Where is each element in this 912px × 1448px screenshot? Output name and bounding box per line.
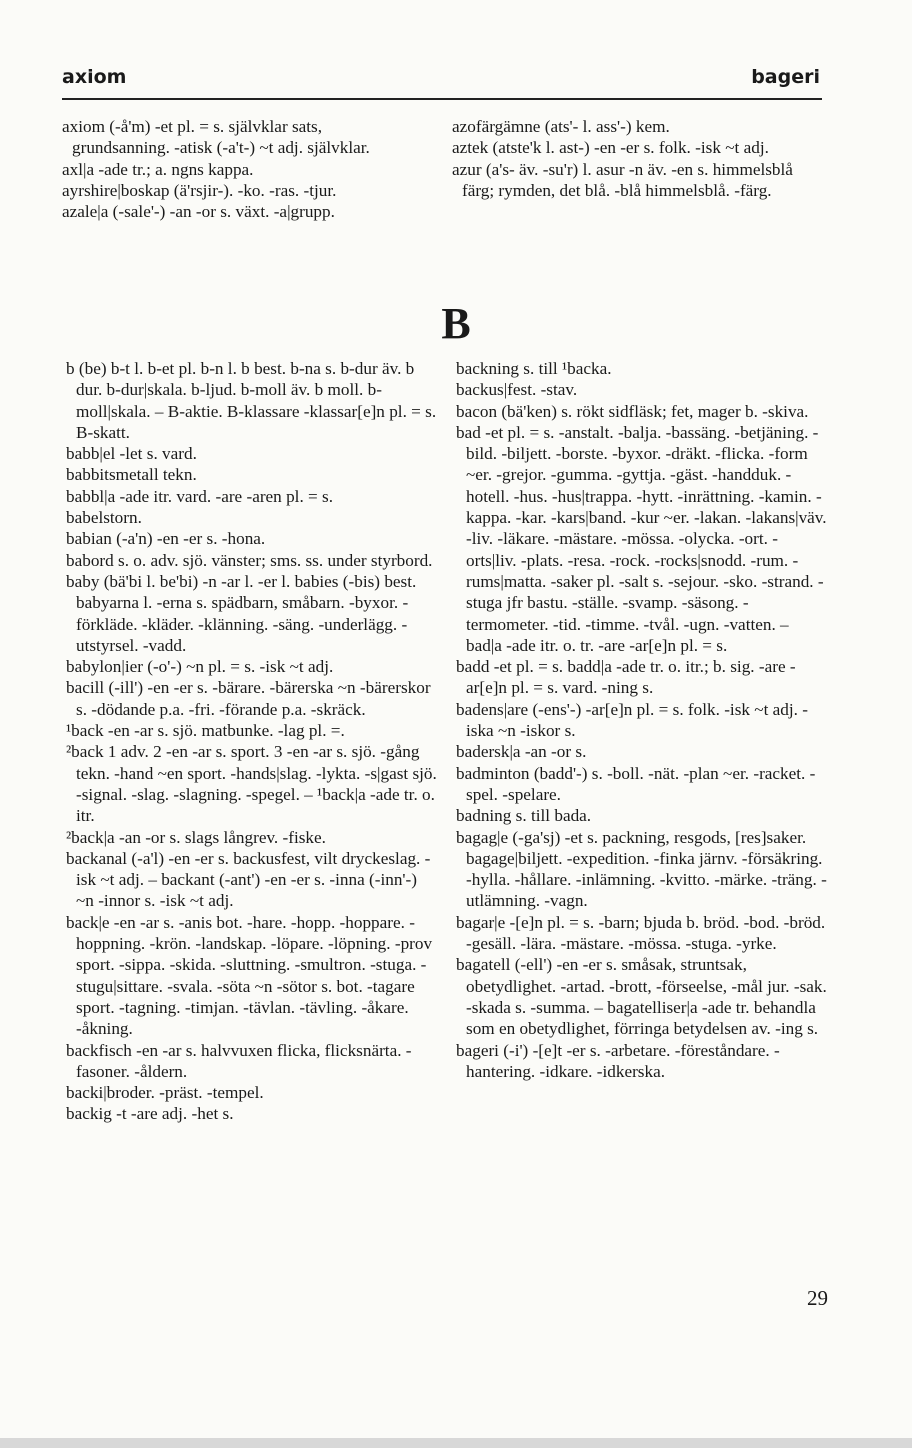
entry: backus|fest. -stav. (456, 380, 578, 400)
header-rule (62, 98, 822, 100)
entry: backi|broder. -präst. -tempel. (66, 1083, 264, 1103)
entry: axiom (-å'm) -et pl. = s. självklar sats, grundsanning. -atisk (-a't-) ~t adj. självklar. (62, 117, 370, 158)
entry: axl|a -ade tr.; a. ngns kappa. (62, 159, 254, 179)
entry: baby (bä'bi l. be'bi) -n -ar l. -er l. babies (-bis) best. babyarna l. -erna s. spädbarn, småbarn. -byxor. -förkläde. -kläder. -klänning. -säng. -underlägg. -utstyrsel. -vadd. (66, 571, 417, 655)
entry: b (be) b-t l. b-et pl. b-n l. b best. b-na s. b-dur äv. b dur. b-dur|skala. b-ljud. b-moll äv. b moll. b-moll|skala. – B-aktie. B-klassare -klassar[e]n pl. = s. B-skatt. (66, 359, 437, 442)
right-column (456, 358, 828, 1082)
entry: badminton (badd'-) s. -boll. -nät. -plan ~er. -racket. -spel. -spelare. (456, 763, 816, 804)
entry: bagatell (-ell') -en -er s. småsak, struntsak, obetydlighet. -artad. -brott, -förseelse, -mål jur. -sak. -skada s. -summa. – bagatelliser|a -ade tr. behandla som en obetydlighet, förringa betydelsen av. -ing s. (456, 955, 827, 1039)
top-left-column (62, 116, 424, 222)
top-right-column (452, 116, 822, 201)
entry: badd -et pl. = s. badd|a -ade tr. o. itr.; b. sig. -are -ar[e]n pl. = s. vard. -ning s. (456, 657, 796, 698)
entry: backfisch -en -ar s. halvvuxen flicka, flicksnärta. -fasoner. -åldern. (66, 1040, 412, 1081)
entry: babian (-a'n) -en -er s. -hona. (66, 529, 266, 549)
page-bottom-edge (0, 1438, 912, 1448)
entry: ²back 1 adv. 2 -en -ar s. sport. 3 -en -ar s. sjö. -gång tekn. -hand ~en sport. -hands|slag. -lykta. -s|gast sjö. -signal. -slag. -slagning. -spegel. – ¹back|a -ade tr. o. itr. (66, 742, 437, 826)
entry: bacon (bä'ken) s. rökt sidfläsk; fet, mager b. -skiva. (456, 401, 809, 421)
entry: babylon|ier (-o'-) ~n pl. = s. -isk ~t adj. (66, 657, 334, 677)
entry: ayrshire|boskap (ä'rsjir-). -ko. -ras. -tjur. (62, 180, 337, 200)
entry: bagag|e (-ga'sj) -et s. packning, resgods, [res]saker. bagage|biljett. -expedition. -finka järnv. -försäkring. -hylla. -hållare. -inlämning. -kvitto. -märke. -träng. -utlämning. -vagn. (456, 827, 827, 911)
running-head-right: bageri (751, 66, 820, 88)
left-column (66, 358, 438, 1125)
entry: bagar|e -[e]n pl. = s. -barn; bjuda b. bröd. -bod. -bröd. -gesäll. -lära. -mästare. -mössa. -stuga. -yrke. (456, 912, 826, 954)
entry: back|e -en -ar s. -anis bot. -hare. -hopp. -hoppare. -hoppning. -krön. -landskap. -löpare. -löpning. -prov sport. -sippa. -skida. -sluttning. -smultron. -stuga. -stugu|sittare. -svala. -söta ~n -sötor s. bot. -tagare sport. -tagning. -timjan. -tävlan. -tävling. -åkare. -åkning. (66, 912, 433, 1039)
entry: backanal (-a'l) -en -er s. backusfest, vilt dryckeslag. -isk ~t adj. – backant (-ant') -en -er s. -inna (-inn'-) ~n -innor s. -isk ~t adj. (66, 848, 431, 911)
entry: babbl|a -ade itr. vard. -are -aren pl. = s. (66, 486, 334, 506)
entry: badning s. till bada. (456, 806, 592, 826)
entry: ²back|a -an -or s. slags långrev. -fiske. (66, 827, 326, 847)
running-head-left: axiom (62, 66, 127, 88)
entry: azur (a's- äv. -su'r) l. asur -n äv. -en s. himmelsblå färg; rymden, det blå. -blå himmelsblå. -färg. (452, 159, 793, 200)
entry: backning s. till ¹backa. (456, 359, 612, 378)
entry: babbitsmetall tekn. (66, 465, 197, 485)
entry: badens|are (-ens'-) -ar[e]n pl. = s. folk. -isk ~t adj. -iska ~n -iskor s. (456, 699, 808, 741)
page-number: 29 (807, 1286, 828, 1310)
entry: babb|el -let s. vard. (66, 444, 197, 464)
entry: backig -t -are adj. -het s. (66, 1104, 234, 1124)
entry: azale|a (-sale'-) -an -or s. växt. -a|grupp. (62, 202, 335, 222)
entry: azofärgämne (ats'- l. ass'-) kem. (452, 117, 670, 136)
entry: bacill (-ill') -en -er s. -bärare. -bärerska ~n -bärerskor s. -dödande p.a. -fri. -förande p.a. -skräck. (66, 678, 431, 719)
entry: bageri (-i') -[e]t -er s. -arbetare. -föreståndare. -hantering. -idkare. -idkerska. (456, 1040, 780, 1081)
section-letter: B (441, 299, 471, 348)
entry: babelstorn. (66, 508, 142, 528)
entry: badersk|a -an -or s. (456, 742, 587, 762)
entry: ¹back -en -ar s. sjö. matbunke. -lag pl. =. (66, 721, 345, 741)
entry: babord s. o. adv. sjö. vänster; sms. ss. under styrbord. (66, 550, 433, 570)
entry: bad -et pl. = s. -anstalt. -balja. -bassäng. -betjäning. -bild. -biljett. -borste. -byxor. -dräkt. -flicka. -form ~er. -grejor. -gumma. -gyttja. -gäst. -handduk. -hotell. -hus. -hus|trappa. -hytt. -inrättning. -kamin. -kappa. -kar. -kars|band. -kur ~er. -lakan. -lakans|väv. -liv. -läkare. -mästare. -mössa. -olycka. -ort. -orts|liv. -plats. -resa. -rock. -rocks|snodd. -rum. -rums|matta. -saker pl. -salt s. -sejour. -sko. -strand. -stuga jfr bastu. -ställe. -svamp. -säsong. -termometer. -tid. -timme. -tvål. -ugn. -vatten. – bad|a -ade itr. o. tr. -are -ar[e]n pl. = s. (456, 422, 827, 655)
entry: aztek (atste'k l. ast-) -en -er s. folk. -isk ~t adj. (452, 138, 769, 158)
